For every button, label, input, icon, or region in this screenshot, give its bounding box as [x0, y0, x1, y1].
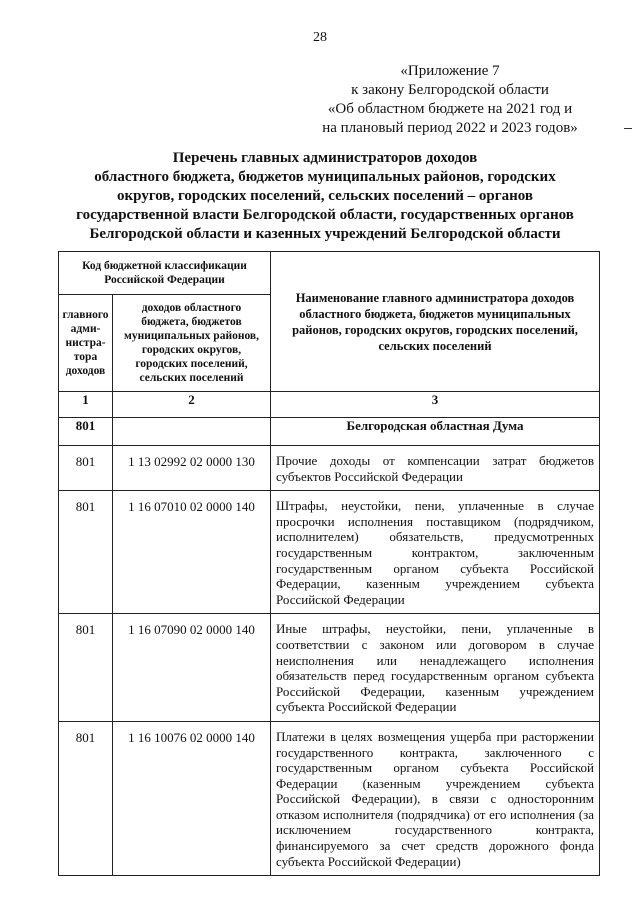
admin-code: 801 — [59, 614, 113, 722]
margin-mark — [624, 128, 632, 129]
admin-code: 801 — [59, 446, 113, 491]
admin-code: 801 — [59, 721, 113, 875]
title-line: округов, городских поселений, сельских поселений – органов — [117, 188, 533, 204]
section-row — [59, 418, 600, 446]
document-title — [60, 149, 590, 244]
table-row — [59, 491, 600, 614]
revenue-name: Иные штрафы, неустойки, пени, уплаченные в соответствии с законом или договором в случае неисполнения или ненадлежащего исполнения обязательств перед государственным органом субъекта Российской Федерации, казенным учреждением субъекта Российской Федерации — [271, 614, 600, 722]
administrators-table — [58, 251, 600, 876]
revenue-name: Прочие доходы от компенсации затрат бюджетов субъектов Российской Федерации — [271, 446, 600, 491]
appendix-line: к закону Белгородской области — [351, 82, 549, 98]
column-numbers-row — [59, 392, 600, 418]
admin-code: 801 — [59, 491, 113, 614]
title-line: областного бюджета, бюджетов муниципальных районов, городских — [94, 169, 556, 185]
section-name: Белгородская областная Дума — [271, 418, 600, 446]
column-number: 1 — [59, 392, 113, 418]
table-row — [59, 721, 600, 875]
page-number: 28 — [313, 30, 327, 45]
revenue-code: 1 16 07010 02 0000 140 — [113, 491, 271, 614]
appendix-line: «Об областном бюджете на 2021 год и — [327, 101, 573, 117]
table-row — [59, 446, 600, 491]
revenue-name: Платежи в целях возмещения ущерба при расторжении государственного контракта, заключенного с государственным органом субъекта Российской Федерации (казенным учреждением субъекта Российской Федерации), в связи с односторонним отказом исполнителя (подрядчика) от его исполнения (за исключением государственного контракта, финансируемого за счет средств дорожного фонда субъекта Российской Федерации) — [271, 721, 600, 875]
title-line: Белгородской области и казенных учреждений Белгородской области — [89, 226, 561, 242]
revenue-name: Штрафы, неустойки, пени, уплаченные в случае просрочки исполнения поставщиком (подрядчиком, исполнителем) обязательств, предусмотренных государственным контрактом, заключенным государственным органом субъекта Российской Федерации, казенным учреждением субъекта Российской Федерации — [271, 491, 600, 614]
revenue-code: 1 16 07090 02 0000 140 — [113, 614, 271, 722]
header-budget-code: Код бюджетной классификации Российской Федерации — [59, 252, 271, 295]
title-line: Перечень главных администраторов доходов — [172, 150, 478, 166]
appendix-line: «Приложение 7 — [400, 63, 500, 79]
revenue-code: 1 16 10076 02 0000 140 — [113, 721, 271, 875]
table-row — [59, 614, 600, 722]
appendix-line: на плановый период 2022 и 2023 годов» — [322, 120, 578, 136]
section-code: 801 — [59, 418, 113, 446]
appendix-header — [300, 62, 600, 138]
header-main-administrator: главного адми-нистра-тора доходов — [59, 295, 113, 392]
section-empty-cell — [113, 418, 271, 446]
title-line: государственной власти Белгородской области, государственных органов — [76, 207, 574, 223]
header-administrator-name: Наименование главного администратора доходов областного бюджета, бюджетов муниципальных районов, городских округов, городских поселений, сельских поселений — [271, 252, 600, 392]
column-number: 3 — [271, 392, 600, 418]
column-number: 2 — [113, 392, 271, 418]
header-revenue-code: доходов областного бюджета, бюджетов муниципальных районов, городских округов, городских поселений, сельских поселений — [113, 295, 271, 392]
revenue-code: 1 13 02992 02 0000 130 — [113, 446, 271, 491]
